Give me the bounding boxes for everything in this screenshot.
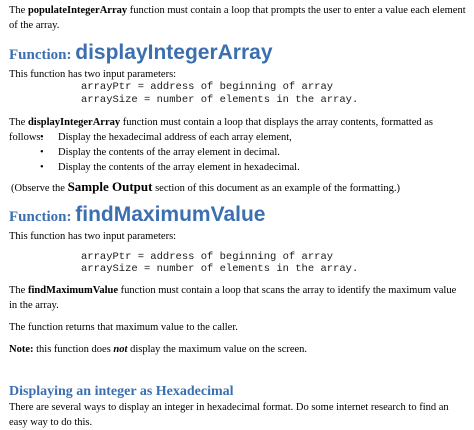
- section3-heading: Displaying an integer as Hexadecimal: [9, 384, 234, 399]
- section3-text: There are several ways to display an integer in hexadecimal format. Do some internet research to find an easy way to do this.: [9, 402, 449, 428]
- list-item: • Display the contents of the array element in decimal.: [40, 145, 300, 160]
- section2-description: The findMaximumValue function must contain a loop that scans the array to identify the maximum value in the array.: [9, 285, 457, 311]
- section1-param-ptr: arrayPtr = address of beginning of array: [81, 81, 334, 93]
- section2-returns: The function returns that maximum value to the caller.: [9, 322, 238, 333]
- format-bullet-list: [40, 130, 300, 175]
- list-item: • Display the hexadecimal address of each array element,: [40, 130, 300, 145]
- intro-function-name: populateIntegerArray: [27, 5, 128, 16]
- section1-params-intro: This function has two input parameters:: [9, 69, 177, 80]
- section1-description: The displayIntegerArray function must contain a loop that displays the array contents, formatted as follows:: [9, 117, 434, 143]
- section2-params-intro: This function has two input parameters:: [9, 231, 177, 242]
- section2-heading: Function: findMaximumValue: [9, 203, 266, 226]
- intro-paragraph: The populateIntegerArray function must contain a loop that prompts the user to enter a value each element of the array.: [9, 5, 466, 31]
- section1-heading: Function: displayIntegerArray: [9, 41, 273, 64]
- observe-note: (Observe the Sample Output section of this document as an example of the formatting.): [11, 179, 401, 194]
- section1-param-size: arraySize = number of elements in the array.: [81, 94, 359, 106]
- section2-note: Note: this function does not display the maximum value on the screen.: [9, 344, 308, 355]
- section2-param-size: arraySize = number of elements in the array.: [81, 263, 359, 275]
- section2-param-ptr: arrayPtr = address of beginning of array: [81, 251, 334, 263]
- list-item: • Display the contents of the array element in hexadecimal.: [40, 160, 300, 175]
